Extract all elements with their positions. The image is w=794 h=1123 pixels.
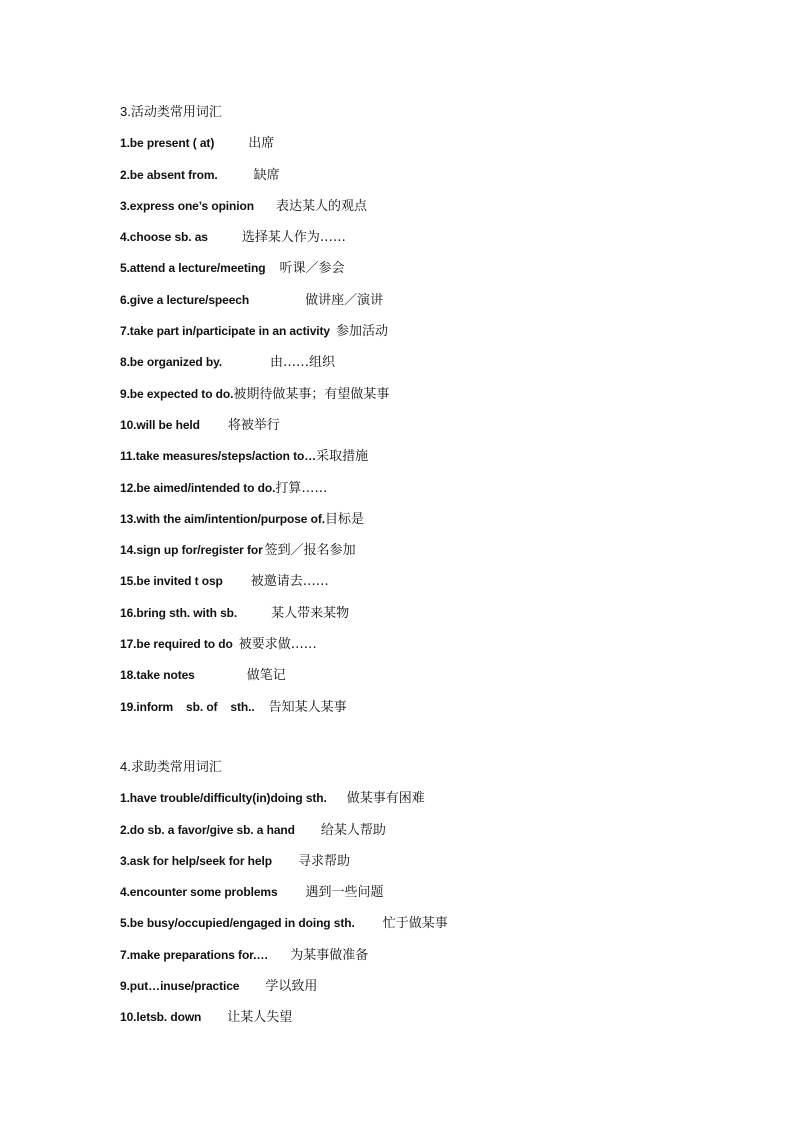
vocab-meaning-chinese: 目标是: [324, 511, 364, 527]
vocab-phrase-english: 17.be required to do: [120, 637, 233, 652]
vocab-meaning-chinese: 遇到一些问题: [305, 885, 384, 901]
vocab-meaning-chinese: 选择某人作为……: [241, 230, 346, 246]
vocab-phrase-english: 13.with the aim/intention/purpose of.: [120, 511, 325, 526]
vocab-phrase-english: 1.be present ( at): [120, 136, 215, 151]
vocab-meaning-chinese: 寻求帮助: [297, 853, 350, 869]
vocab-item: [120, 133, 760, 164]
vocab-phrase-english: 11.take measures/steps/action to…: [120, 449, 317, 464]
vocab-phrase-english: 2.be absent from.: [120, 167, 218, 182]
vocab-phrase-english: 4.choose sb. as: [120, 230, 208, 245]
vocab-meaning-chinese: 参加活动: [335, 324, 388, 340]
vocab-phrase-english: 16.bring sth. with sb.: [120, 605, 238, 620]
vocab-meaning-chinese: 学以致用: [265, 979, 318, 995]
vocab-phrase-english: 10.letsb. down: [120, 1010, 202, 1025]
vocab-phrase-english: 9.be expected to do.: [120, 386, 234, 401]
vocab-phrase-english: 3.ask for help/seek for help: [120, 853, 272, 868]
vocab-item: [120, 446, 760, 477]
vocab-item: [120, 882, 760, 913]
vocab-item: [120, 945, 760, 976]
vocab-phrase-english: 18.take notes: [120, 668, 195, 683]
vocab-item: [120, 851, 760, 882]
vocab-meaning-chinese: 将被举行: [227, 417, 280, 433]
vocab-phrase-english: 9.put…inuse/practice: [120, 979, 240, 994]
vocab-item: [120, 227, 760, 258]
vocab-phrase-english: 19.inform sb. of sth..: [120, 699, 255, 714]
vocab-meaning-chinese: 让某人失望: [227, 1010, 293, 1026]
section-help-vocabulary: [120, 757, 760, 1039]
vocab-phrase-english: 7.make preparations for.…: [120, 947, 269, 962]
vocab-meaning-chinese: 给某人帮助: [320, 822, 386, 838]
vocab-item: [120, 665, 760, 696]
vocab-phrase-english: 10.will be held: [120, 417, 200, 432]
vocab-item: [120, 165, 760, 196]
vocab-phrase-english: 2.do sb. a favor/give sb. a hand: [120, 822, 295, 837]
vocab-meaning-chinese: 表达某人的观点: [275, 198, 367, 214]
vocab-meaning-chinese: 被要求做……: [238, 637, 317, 653]
vocab-meaning-chinese: 被期待做某事；有望做某事: [233, 386, 390, 402]
vocab-meaning-chinese: 缺席: [253, 167, 280, 183]
vocab-meaning-chinese: 签到／报名参加: [264, 543, 356, 559]
vocab-phrase-english: 5.be busy/occupied/engaged in doing sth.: [120, 916, 355, 931]
vocab-item: [120, 913, 760, 944]
vocab-item: [120, 634, 760, 665]
vocab-meaning-chinese: 被邀请去……: [250, 574, 329, 590]
vocab-phrase-english: 6.give a lecture/speech: [120, 292, 250, 307]
vocab-meaning-chinese: 某人带来某物: [271, 605, 350, 621]
section-heading: 3.活动类常用词汇: [120, 104, 222, 119]
vocab-meaning-chinese: 听课／参会: [279, 261, 345, 277]
vocab-item: [120, 478, 760, 509]
vocab-meaning-chinese: 做讲座／演讲: [305, 292, 384, 308]
vocab-phrase-english: 14.sign up for/register for: [120, 543, 263, 558]
vocab-item: [120, 509, 760, 540]
vocab-meaning-chinese: 做某事有困难: [346, 791, 425, 807]
vocab-item: [120, 976, 760, 1007]
vocab-meaning-chinese: 打算……: [275, 480, 328, 496]
vocab-phrase-english: 1.have trouble/difficulty(in)doing sth.: [120, 791, 327, 806]
vocab-list: [120, 788, 760, 1038]
vocab-item: [120, 820, 760, 851]
vocab-item: [120, 1007, 760, 1038]
vocab-meaning-chinese: 由……组织: [270, 355, 336, 371]
vocab-meaning-chinese: 出席: [248, 136, 275, 152]
vocab-phrase-english: 15.be invited t osp: [120, 574, 223, 589]
vocab-item: [120, 196, 760, 227]
vocab-item: [120, 788, 760, 819]
vocab-list: [120, 133, 760, 728]
vocab-phrase-english: 8.be organized by.: [120, 355, 222, 370]
section-heading: 4.求助类常用词汇: [120, 759, 222, 774]
vocab-meaning-chinese: 为某事做准备: [290, 947, 369, 963]
vocab-item: [120, 290, 760, 321]
vocab-item: [120, 258, 760, 289]
vocab-item: [120, 352, 760, 383]
vocab-item: [120, 697, 760, 728]
vocab-item: [120, 321, 760, 352]
section-activity-vocabulary: [120, 102, 760, 728]
vocab-item: [120, 540, 760, 571]
vocab-meaning-chinese: 告知某人某事: [268, 699, 347, 715]
vocab-item: [120, 384, 760, 415]
vocab-item: [120, 415, 760, 446]
vocab-phrase-english: 12.be aimed/intended to do.: [120, 480, 276, 495]
vocab-meaning-chinese: 做笔记: [246, 668, 286, 684]
vocab-item: [120, 603, 760, 634]
vocab-phrase-english: 5.attend a lecture/meeting: [120, 261, 266, 276]
vocab-meaning-chinese: 采取措施: [316, 449, 369, 465]
vocab-phrase-english: 4.encounter some problems: [120, 885, 278, 900]
vocab-phrase-english: 7.take part in/participate in an activity: [120, 324, 330, 339]
vocab-item: [120, 571, 760, 602]
vocab-phrase-english: 3.express one’s opinion: [120, 198, 254, 213]
vocab-meaning-chinese: 忙于做某事: [382, 916, 448, 932]
